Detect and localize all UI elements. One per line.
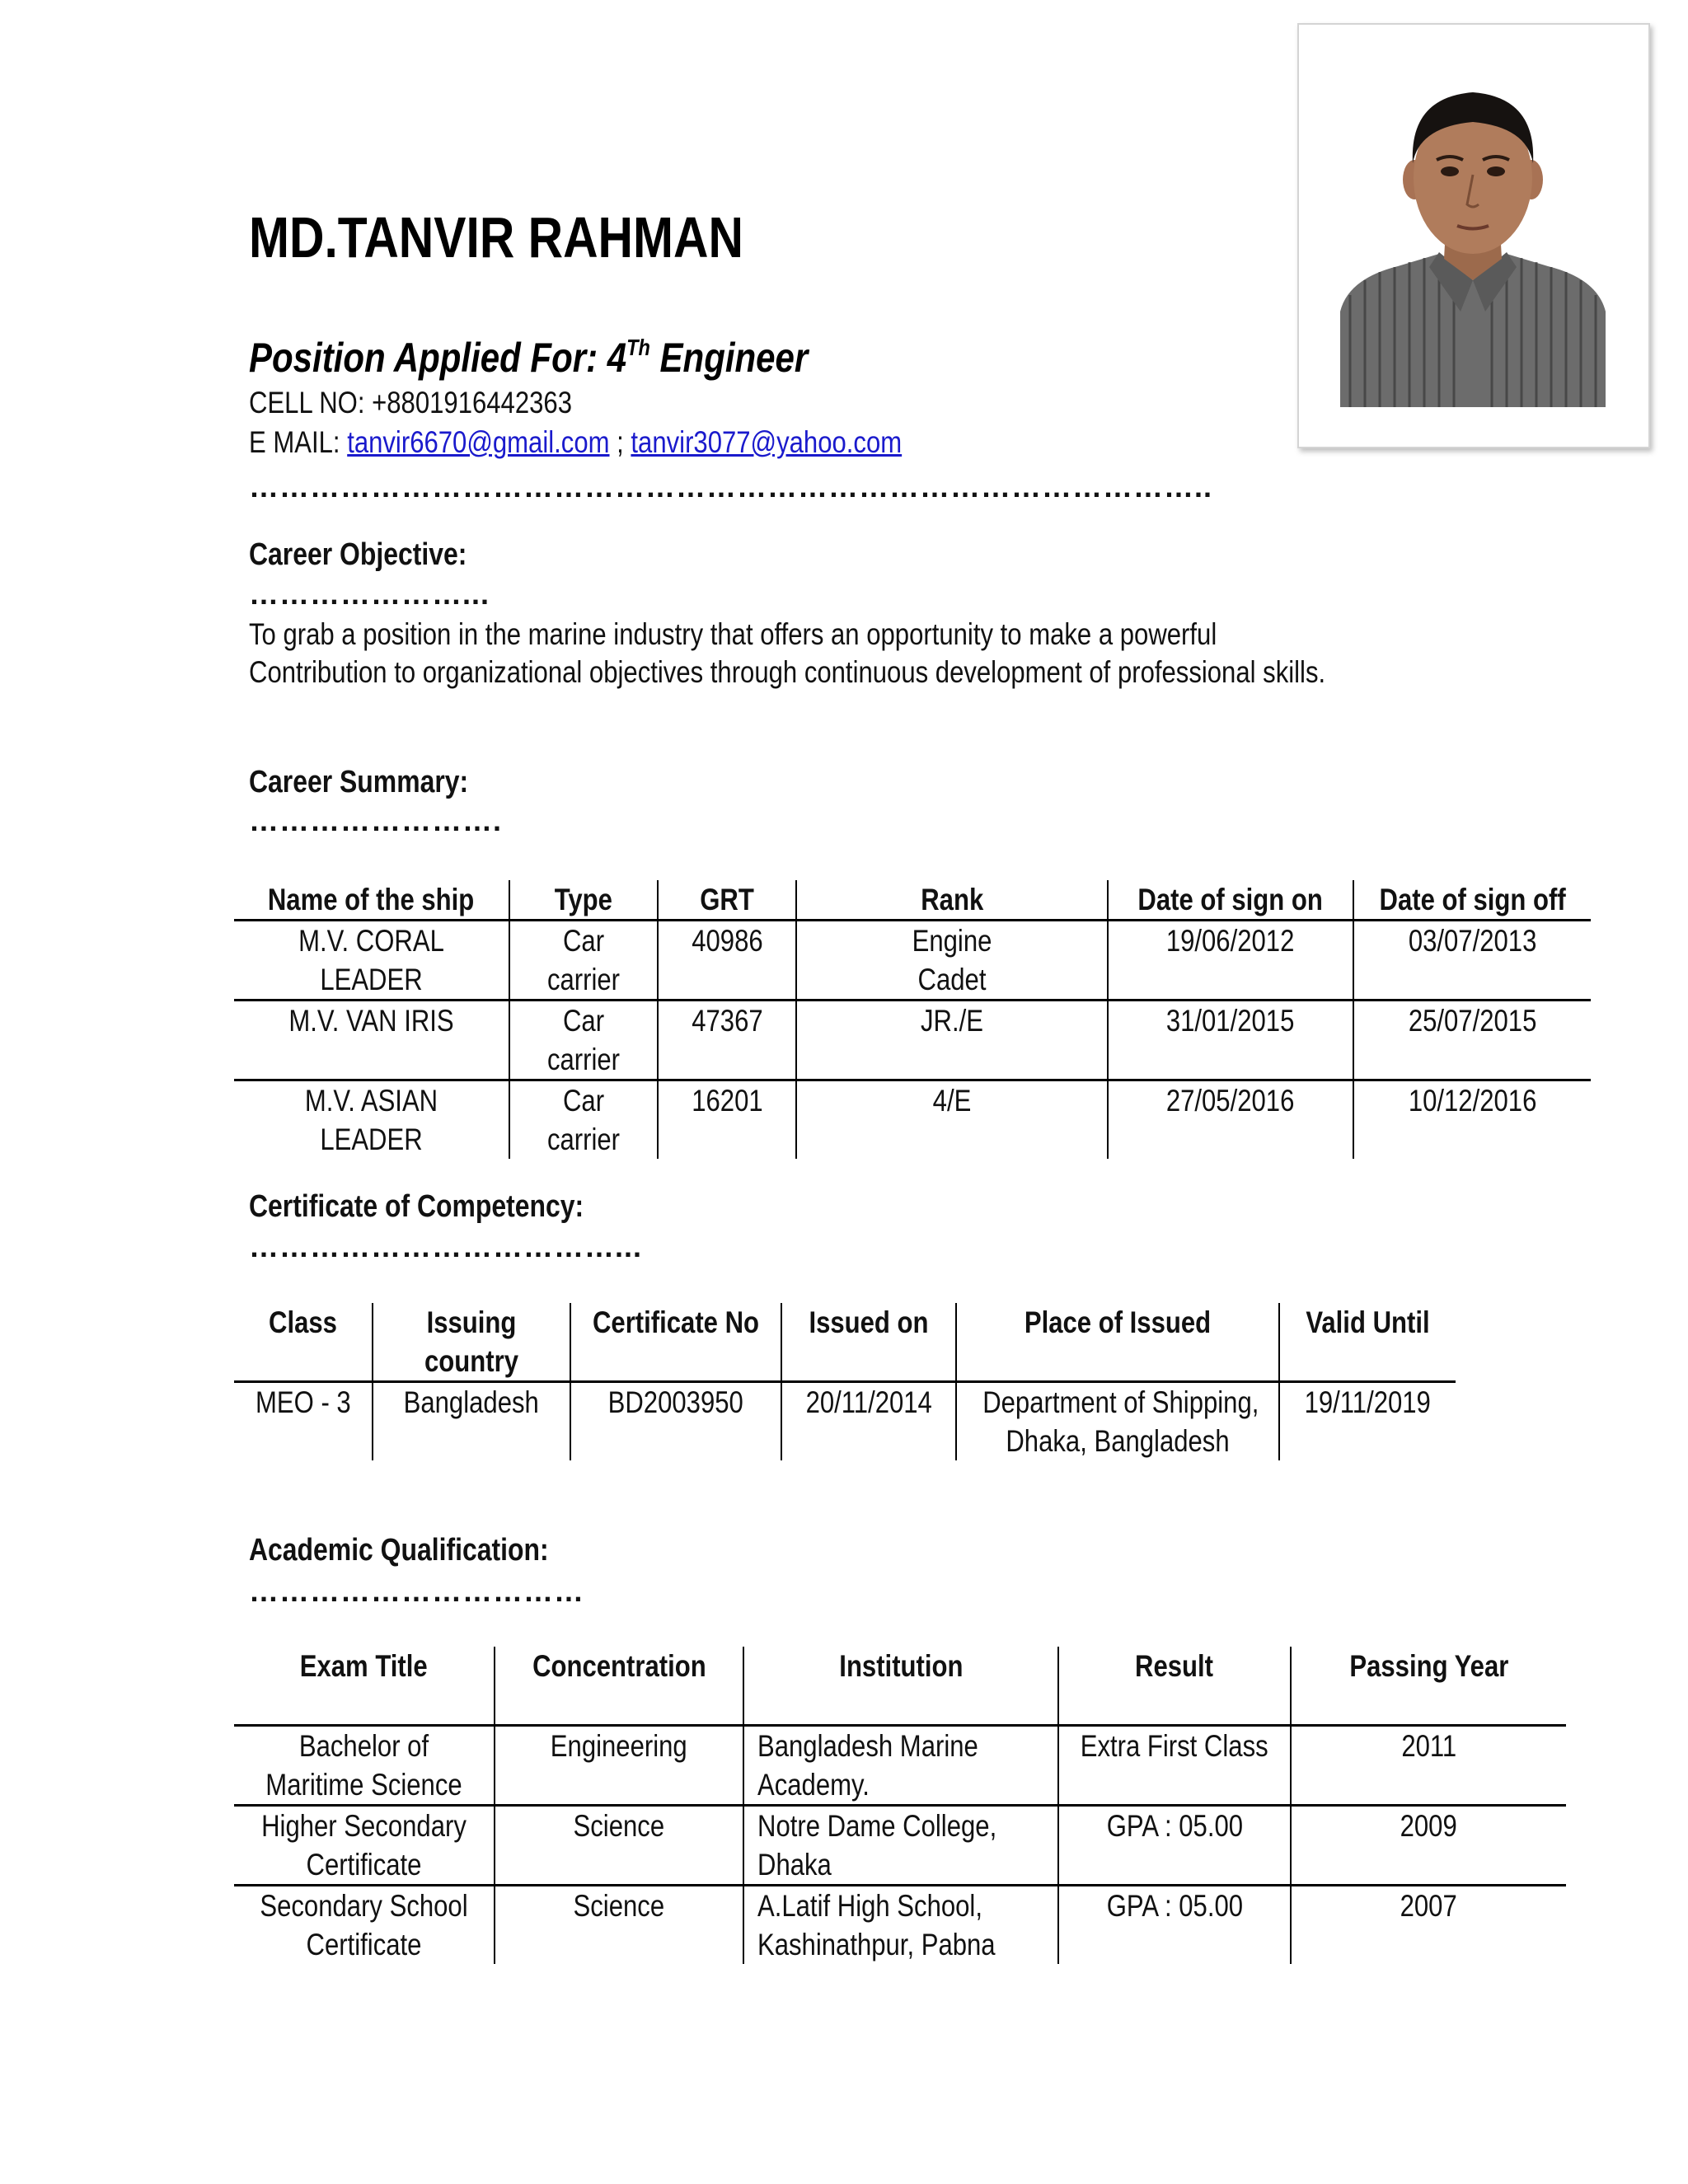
cell-label: CELL NO:	[249, 386, 365, 419]
academic-divider: ……………………………	[249, 1574, 584, 1608]
table-row	[234, 1886, 1566, 1965]
col-header-grt: GRT	[658, 880, 796, 921]
coc-table	[234, 1303, 1456, 1460]
table-row	[234, 1806, 1566, 1886]
grt-cell: 47367	[658, 1001, 796, 1080]
career-summary-divider: …………………….	[249, 804, 503, 837]
profile-photo	[1340, 64, 1606, 407]
position-prefix: Position Applied For: 4	[249, 335, 627, 381]
exam-title-cell: Secondary School Certificate	[234, 1886, 495, 1965]
candidate-name: MD.TANVIR RAHMAN	[249, 205, 743, 269]
col-header-issuing-country: Issuing country	[373, 1303, 570, 1382]
table-row	[234, 1382, 1456, 1461]
sign-off-cell: 25/07/2015	[1353, 1001, 1591, 1080]
email-link-gmail[interactable]: tanvir6670@gmail.com	[347, 425, 610, 459]
country-cell: Bangladesh	[373, 1382, 570, 1461]
col-header-valid-until: Valid Until	[1279, 1303, 1456, 1382]
col-header-ship-name: Name of the ship	[234, 880, 509, 921]
col-header-institution: Institution	[743, 1647, 1058, 1726]
grt-cell: 40986	[658, 921, 796, 1001]
ship-name-cell: M.V. ASIAN LEADER	[234, 1080, 509, 1160]
position-superscript: Th	[626, 335, 650, 360]
passing-year-cell: 2011	[1291, 1726, 1566, 1806]
email-label: E MAIL:	[249, 425, 340, 459]
header-divider: …………………………………………………………………………………..	[249, 470, 1213, 504]
place-cell: Department of Shipping, Dhaka, Bangladesh	[956, 1382, 1279, 1461]
ship-name-cell: M.V. CORAL LEADER	[298, 924, 444, 996]
academic-heading: Academic Qualification:	[249, 1533, 549, 1568]
table-header-row	[234, 1647, 1566, 1726]
passing-year-cell: 2009	[1291, 1806, 1566, 1886]
concentration-cell: Science	[495, 1806, 743, 1886]
type-cell: Car carrier	[509, 1080, 658, 1160]
email-separator: ;	[617, 425, 624, 459]
ship-name-cell: M.V. VAN IRIS	[234, 1001, 509, 1080]
institution-cell: A.Latif High School, Kashinathpur, Pabna	[743, 1886, 1058, 1965]
col-header-class: Class	[234, 1303, 373, 1382]
table-row	[234, 921, 1591, 1001]
career-objective-heading: Career Objective:	[249, 537, 467, 572]
col-header-passing-year: Passing Year	[1291, 1647, 1566, 1726]
sign-off-cell: 10/12/2016	[1353, 1080, 1591, 1160]
concentration-cell: Engineering	[495, 1726, 743, 1806]
sign-on-cell: 31/01/2015	[1108, 1001, 1353, 1080]
table-row	[234, 1001, 1591, 1080]
col-header-certificate-no: Certificate No	[570, 1303, 781, 1382]
valid-until-cell: 19/11/2019	[1279, 1382, 1456, 1461]
sign-off-cell: 03/07/2013	[1353, 921, 1591, 1001]
col-header-sign-off: Date of sign off	[1353, 880, 1591, 921]
sign-on-cell: 19/06/2012	[1108, 921, 1353, 1001]
table-header-row	[234, 1303, 1456, 1382]
col-header-concentration: Concentration	[495, 1647, 743, 1726]
result-cell: GPA : 05.00	[1058, 1886, 1291, 1965]
type-cell: Car carrier	[509, 921, 658, 1001]
coc-divider: ………………………………...	[249, 1230, 643, 1263]
institution-cell: Bangladesh Marine Academy.	[743, 1726, 1058, 1806]
type-cell: Car carrier	[509, 1001, 658, 1080]
class-cell: MEO - 3	[255, 1385, 351, 1419]
col-header-result: Result	[1058, 1647, 1291, 1726]
cell-value: +8801916442363	[372, 386, 572, 419]
career-summary-table	[234, 880, 1591, 1159]
rank-cell: 4/E	[796, 1080, 1108, 1160]
exam-title-cell: Higher Secondary Certificate	[234, 1806, 495, 1886]
col-header-exam-title: Exam Title	[234, 1647, 495, 1726]
email-line	[249, 425, 1026, 460]
position-suffix: Engineer	[649, 335, 809, 381]
cell-number-line	[249, 386, 634, 420]
profile-photo-frame	[1297, 23, 1650, 448]
objective-line-1: To grab a position in the marine industry that offers an opportunity to make a powerful	[249, 617, 1217, 651]
career-summary-heading: Career Summary:	[249, 765, 469, 799]
objective-line-2: Contribution to organizational objectives through continuous development of professional skills.	[249, 655, 1326, 689]
sign-on-cell: 27/05/2016	[1108, 1080, 1353, 1160]
career-objective-text	[249, 616, 1531, 691]
rank-cell: JR./E	[796, 1001, 1108, 1080]
table-row	[234, 1080, 1591, 1160]
result-cell: Extra First Class	[1058, 1726, 1291, 1806]
col-header-sign-on: Date of sign on	[1108, 880, 1353, 921]
academic-table	[234, 1647, 1566, 1964]
certificate-no-cell: BD2003950	[570, 1382, 781, 1461]
concentration-cell: Science	[495, 1886, 743, 1965]
col-header-type: Type	[509, 880, 658, 921]
position-applied	[249, 334, 914, 382]
table-row	[234, 1726, 1566, 1806]
email-link-yahoo[interactable]: tanvir3077@yahoo.com	[631, 425, 903, 459]
result-cell: GPA : 05.00	[1058, 1806, 1291, 1886]
grt-cell: 16201	[658, 1080, 796, 1160]
col-header-issued-on: Issued on	[781, 1303, 956, 1382]
col-header-place-of-issue: Place of Issued	[956, 1303, 1279, 1382]
issued-on-cell: 20/11/2014	[781, 1382, 956, 1461]
col-header-rank: Rank	[796, 880, 1108, 921]
table-header-row	[234, 880, 1591, 921]
career-objective-divider: …………………...	[249, 577, 490, 611]
rank-cell: Engine Cadet	[796, 921, 1108, 1001]
passing-year-cell: 2007	[1291, 1886, 1566, 1965]
exam-title-cell: Bachelor of Maritime Science	[265, 1729, 462, 1802]
coc-heading: Certificate of Competency:	[249, 1189, 584, 1224]
institution-cell: Notre Dame College, Dhaka	[743, 1806, 1058, 1886]
